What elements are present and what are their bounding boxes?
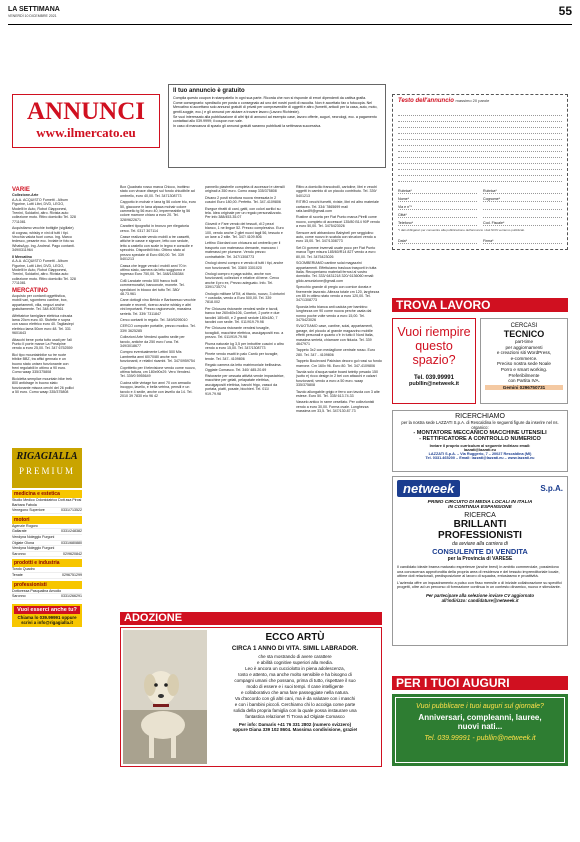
rigagialla-listing-phone: 0331/713522 — [61, 508, 82, 513]
rigagialla-listing — [12, 594, 82, 600]
coupon-field[interactable] — [483, 202, 562, 210]
dog-description-line: solida della propria famiglia con la quale possa instaurare una — [233, 708, 357, 713]
rigagialla-cta-1: Vuoi esserci anche tu? — [14, 606, 80, 614]
coupon-field[interactable]: Telefono* — [398, 218, 477, 226]
promo-phone: Tel. 039.99991 — [414, 375, 454, 381]
netweek-logo: netweek — [397, 480, 460, 497]
rigagialla-listing-phone: 0296751299 — [62, 572, 82, 577]
coupon-privacy: *I dati obbligatori per consentire alla pubblicazione dell'annuncio i dati NON verranno pubblicati. — [398, 228, 525, 232]
dog-description-line: Leo è ancora un cucciolotto in piena adolescenza, — [245, 666, 345, 671]
cercasi-line: Preciso nostra sede Noale — [497, 361, 551, 367]
info-line: Compila questo coupon in stampatello in ogni sua parte. Ricorda che non si risponde di errori dipendenti da cattiva grafia. — [173, 96, 367, 100]
dog-info-2: oppure Diana 339 102 8604. Massima condivisione, grazie! — [232, 727, 358, 732]
dog-illustration — [123, 630, 207, 764]
coupon-subtitle: massimo 20 parole — [455, 98, 490, 103]
cercasi-contact: Gemini 0296750731 — [485, 385, 563, 390]
ad-item: Per Chiusura ristorante vendesi sedie e tavoli, banco bar 260x60x106, Comfort, 2 porte e due tavolini 180x60, e 2 grandi sedute 180x180, 7 tavolini con sedie. Tel. 011/919.79.98 — [205, 306, 280, 324]
ad-item: A.A.A. ACQUISTO Fumetti - Album Figurine, Lotti Libri, DVD, LEGO, Modelli in Auto, Robot Giapponesi, Trenini, Soldatini, altro. Rivista auto collezione moto. Ritiro domicilio Tel. 328 7711081 — [12, 197, 76, 224]
ad-item: Tavola solo d'acqua wake board twintip pesado 150 (sotto e) ricco design in 2 bei con attacchi e calzari funzionanti, vendo a euro a 50 euro. waap 335/375808 — [296, 370, 378, 388]
rigagialla-listing-phone: 0331/266291 — [61, 594, 82, 599]
netweek-role: CONSULENTE DI VENDITA — [432, 547, 528, 556]
ad-item: Affettatrice famigliare elettrica robusta lama 20cm euro 40. Stufette e sopra con sacco elettrico euro 40. Tagliasiepi elettrico lama 50cm euro 48. Tel. 331 9601643 — [12, 313, 74, 336]
cercasi-line: Preferibilmente — [508, 372, 540, 378]
header-rule — [8, 24, 572, 25]
dog-description-line: e abilità cognitive superiori alla media. — [256, 660, 334, 665]
rigagialla-listing — [12, 498, 82, 508]
dog-headline: CIRCA 1 ANNO DI VITA. SIMIL LABRADOR. — [231, 645, 359, 652]
ad-item: Sponda letto bianca anti caduta per bambino lunghezza cm 90 come nuova perche usata dal nonno poche volte vendo a euro 15,00. Tel. 3475423026 — [296, 304, 372, 322]
rigagialla-listing-name: Studio Medico Odontoiatrico Dott.ssa Pirosi Barbara Fabola — [12, 498, 82, 507]
rigagialla-listing-name: Saronno — [12, 594, 26, 599]
cercasi-line: Porro e smart working. — [500, 366, 548, 372]
dog-info-1: Per info: Damaris +41 76 331 2802 (numero svizzero) — [238, 722, 352, 727]
column-1 — [12, 185, 76, 394]
coupon-fields — [398, 186, 562, 226]
ad-item: Collezioni Arte Vendesi quattro sedie per tavolo, antiche da 250 euro l'una. Tel. 349/3018677 — [120, 335, 185, 348]
ad-item: Acquistiamo vecchie bottiglie (sigillate) di cognac, whisky e vini di tutti i tipi. Vecchia valuta fuori corso. Ing. Marco tedesco, pesante ecc. Inviate le foto su WhatsApp. Ing. Andreal. Pago contanti. 349/0311964 — [12, 226, 75, 253]
dog-photo — [123, 630, 207, 764]
ad-item: Bici tipo mountainbike su tre ruote tribike BBZ, tra affici gennaio e un buono stato unisex funzionante con freni regolabili in ottimo a 90 euro. Como waap 335/375808 — [12, 352, 69, 375]
ad-item: Coprittetto per il televisione vendo come nuovo, ottima fattura, cm 180x90x29. Vero Vendesi. Tel. 339/0 5955649 — [120, 365, 196, 379]
ad-item: Vasselo antico in rame cesellato. Per collezionisti vendo a euro 30,00. Forma ovale. Lunghezza massima cm 33,5. Tel. 347/130.87.73 — [296, 400, 375, 414]
ad-item: Orologi compro e paga subito, anche non funzionanti, collezioni e relative di bene. Cerco anche il pro ex, Prezzo adeguato. Info. Tel. 339/1735774 — [205, 271, 280, 290]
netweek-intro-1: PRIMO CIRCUITO DI MEDIA LOCALI IN ITALIA — [427, 500, 533, 505]
dog-name: ECCO ARTÙ — [265, 632, 325, 643]
rigagialla-listing — [12, 508, 82, 514]
ad-item: Tavolo allungabile grigio e ferro con tavola con 3 alte estese. Euro 50. Tel. 335/ 613.74.33 — [296, 389, 380, 399]
rigagialla-sections — [12, 490, 82, 600]
auguri-inner — [395, 697, 565, 763]
cercasi-line: per aggiornamenti — [505, 344, 543, 350]
netweek-prov: per la Provincia di VARESE — [447, 556, 513, 562]
ad-item: pannello piastrelle completa di accessori e utensili originali a 350 euro. Como waap 335/375808 — [205, 185, 285, 194]
ad-item: Giovedì e Fare vendo dei tessuti, di 2 pezzi bianco, 1 ne lingue 52. Prezzo complessivo. Euro 100, vendo anche 2 gilet nuovi tagli 56, tessuto e un lane a 2 stile. Tel. 347/ 4109 806 — [205, 221, 284, 240]
netweek-header — [393, 477, 567, 500]
coupon-fields-right — [483, 186, 562, 226]
trova-lavoro-bar: TROVA LAVORO — [392, 298, 568, 312]
info-line: Se vuoi interessato alla pubblicazione di altri tipi di annunci ad esempio case, lavoro offerte, auguri, necrologi, ecc. a pagamento contattaci allo 039.9999; il coupon non vale. — [173, 114, 377, 124]
auguri-line-1: Vuoi pubblicare i tuoi auguri sul giornale? — [416, 703, 544, 710]
netweek-big-2: PROFESSIONISTI — [438, 530, 522, 541]
coupon-field[interactable]: Rubrica* — [483, 186, 562, 194]
ad-item: A.A.A. ACQUISTO Fumetti - Album Figurine, Lotti Libri, DVD, LEGO, Modelli in Auto, Robot Giapponesi, Trenini, Soldatini, altro. Rivista auto collezione moto. Ritiro domicilio Tel. 328 7711081 — [12, 259, 76, 286]
adozione-box — [120, 627, 382, 767]
netweek-cta-2[interactable]: all'indirizzo: candidature@netweek.it — [441, 597, 519, 603]
ad-item: Set Di gomme invernali usate poco per Fiat Punto marca Tiger misura 185/60/R14 82T vendo a euro 80,00. Tel. 3475423026 — [296, 245, 376, 259]
ricerchiamo-tel: Tel. 0331.465200 – Email: lazzati@lazzati.eu – www.lazzati.eu — [425, 456, 535, 460]
rigagialla-listing-name: Tenate — [12, 572, 23, 577]
coupon-sign-row — [398, 236, 562, 244]
coupon-title: Testo dell'annuncio — [398, 98, 454, 104]
column-4 — [296, 185, 382, 414]
rigagialla-listing — [12, 573, 82, 579]
coupon-date-field[interactable]: Data* — [398, 236, 477, 244]
auguri-bar: PER I TUOI AUGURI — [392, 676, 568, 690]
netweek-ricerca: RICERCA — [464, 512, 496, 519]
rigagialla-listing-name: Venegono Superiore — [12, 508, 45, 513]
ad-item: Bicicletta semplice mountain bike trek 800 antidrage in buono stato funzionante misura cerchi del 26 pollici a 50 euro. Como waap 335/375808 — [12, 376, 74, 395]
ad-item: Lettino Giordani con chiusura ad ombrello per il trasporto con materasso drenante, mancano i materassi per piumone. Vendo prezzo contrattabile. Tel. 347/1308773 — [205, 241, 281, 259]
ad-item: Cucina stile vintage fun anni 70 con armadio incoppo, lavello, e bella vetrina, pensili e un tavolo e 4 sedie, anche con lavello da 14. Tel. 2010 39 7830 e/o 96 42 — [120, 380, 193, 399]
ad-item: Acquisto per contanti oggettistica, mobili vari, sgombero cantine, box, appartamenti, villa, negozi anche gratuitamente. Tel. 348 4057561 — [12, 293, 68, 312]
coupon-field[interactable]: Nome* — [398, 194, 477, 202]
coupon-field[interactable]: Via e n°* — [398, 202, 477, 210]
auguri-line-3: nuovi nati... — [457, 722, 503, 731]
ad-item: Caratteri tipografici in bronzo per rilegatoria cerco. Tel. 0317 307114 — [120, 224, 189, 233]
annunci-box — [12, 94, 160, 148]
subsection-mercatino: Il Mercatino — [12, 254, 32, 259]
dog-description-line: tosto e attento, ma anche molto sensibile e ha bisogno di — [238, 672, 352, 677]
cercasi-line: con Partita IVA. — [508, 378, 540, 384]
rigagialla-logo-text: RIGAGIALLA — [16, 451, 78, 462]
newspaper-title: LA SETTIMANA — [8, 6, 60, 13]
ad-item: Esegue ritratti di cani, gatti, con colori acrilici su tela. Idea originale per un regalo personalizzato. Per info 388/453.35.07 — [205, 206, 282, 220]
netweek-cta-1: Per partecipare alla selezione inviare CV aggiornato — [425, 592, 535, 598]
ad-item: RITIRO vecchi fumetti, riviste, libri ed altro materiale cartaceo. Tel. 334/ 7865699 mail rafa.lan89@gmail.com — [296, 200, 379, 214]
ad-item: Cerco contanti in regalo. Tel. 349/5295010 — [120, 317, 188, 322]
ad-item: Regalo camera da letto matrimoniale bellissima. Oggiate Comasco. Tel. 340/ 485.20.69 — [205, 363, 282, 372]
cercasi-line: e creazioni siti WordPress, — [496, 350, 552, 356]
coupon-fields-left — [398, 186, 477, 226]
ad-item: Sensore anti abbandono Babybell per seggiolino auto, come nuovo in scatola con struzioni vendo a euro 15,00. Tel. 347/1308773 — [296, 230, 376, 244]
dog-description-line: fantastica relazione! Ti Trova ad Olgiate Comasco — [245, 714, 345, 719]
ad-item: Tappeto 3x2 con medaglione centrale rosso. Euro 280. Tel. 347 - 4109806 — [296, 348, 376, 357]
ad-item: Piuma naturale kg 3,5 per imbottire cuscini o altro vendo a euro 15,00. Tel. 347/1308773 — [205, 341, 284, 350]
section-varie: VARIE — [12, 187, 30, 193]
rigagialla-box — [12, 448, 82, 708]
cercasi-line: part-time — [514, 339, 534, 344]
rigagialla-listing-name: Tondo Quadro — [12, 567, 35, 572]
auguri-box[interactable] — [392, 694, 568, 766]
cercasi-lines — [481, 339, 567, 384]
auguri-line-4: Tel. 039.99991 - publlin@netweek.it — [424, 735, 536, 742]
rigagialla-logo — [12, 448, 82, 488]
ad-item: Cd6 Lanciate vendo 500 franco bolli commemorativi, banconote, monete. Tel. spedizioni in blocco dei tutto Tel. 380/ 48.73.961 — [120, 278, 185, 296]
netweek-body-2: L'azienda offre un inquadramento a pulso con fisso mensile o di iniziale collaborazione su specifici progetti, oltre ad un percorso di formazione continua in un contesto dinamico, nuovo e stimolante. — [397, 580, 562, 590]
coupon-header — [398, 98, 562, 104]
column-2 — [120, 185, 196, 398]
ad-item: Cappotto in mohair e lana tg 56 colore blu, euro 50, giaccone in lana alpaca mohair colore cammello tg 56 euro 40, impermeabile tg 56 colore marrone chiaro a euro 20. Tel. 328/9622671 — [120, 200, 196, 222]
ad-item: CERCO computer portatile, prezzo modico. Tel. 339/ 3625285 — [120, 324, 196, 333]
ad-item: SGOMBERIAMO cantine solai magazzini appartamenti. Effettuiamo trasloca trasporti in tutta Italia. Recuperiamo materiali ferrosi al vostro domicilio. Tel. 333/ 6431218 320/ 6136060 email: gildo.amunizione@gmail.com — [296, 261, 377, 283]
coupon-form — [392, 94, 568, 250]
ad-item: Pinete vendo esatti in palo Cantù per tovaglie, tende. Tel. 347- 4109806 — [205, 352, 279, 361]
ad-item: Rustine di scorta per Fiat Punto marca Pirelli come nuovo, completo di accessori 135/80 B14 90P vendo a euro 50,00. Tel. 3475423026 — [296, 215, 380, 229]
dog-description-line: modo di essere e i suoi tempi. Il cane intelligente — [246, 684, 344, 689]
coupon-field[interactable]: Città* — [398, 210, 477, 218]
netweek-mid: da avviare alla carriera di — [452, 541, 508, 547]
netweek-body — [393, 500, 567, 603]
coupon-field[interactable]: Rubrica* — [398, 186, 477, 194]
cercasi-line: e-commerce. — [510, 355, 538, 361]
cercasi-box — [480, 318, 568, 404]
subsection-collezione: Collezione-Arte — [12, 193, 39, 198]
dog-description-line: e collaborativo che ama fare passeggiate nella natura. — [240, 690, 350, 695]
ricerchiamo-address: LAZZATI S.p.A. – Via Ruggerio, 7 – 20027 Rescaldina (MI) — [428, 452, 532, 456]
info-line: Come consegnarlo: spediscilo per posta o consegnalo ad uno dei nostri punti di raccolta. Non è accettato fax o fotocopia. Nel Mercatino si accettano solo annunci gratuiti di privati per compravendite di oggetti e altro (fumetti, articoli per la casa, auto, moto, gentil-soggie, ecc.) e gli annunci per aiutare a trovare lavoro (Lavoro Richieste). — [173, 101, 378, 114]
rigagialla-cta[interactable] — [12, 604, 82, 627]
netweek-big-1: BRILLANTI — [453, 519, 507, 530]
adozione-bar: ADOZIONE — [120, 612, 382, 625]
netweek-intro-2: IN CONTINUA ESPANSIONE — [448, 505, 512, 510]
free-ad-info-box — [168, 84, 386, 168]
coupon-field[interactable] — [483, 210, 562, 218]
rigagialla-listing-name: Vendyna Noleggio Furgoni — [12, 534, 55, 539]
ricerchiamo-send: Inviare il proprio curriculum al seguente indirizzo email: — [429, 444, 531, 448]
rigagialla-cta-2: Chiama lo 039.99991 oppure — [17, 614, 77, 620]
ricerchiamo-intro: per la nostra sede LAZZATI S.p.A. di Rescaldina le seguenti figure da inserire nel ns. organico: — [401, 420, 559, 430]
ad-item: Cassa che legge vendo i mobili anni 70 in ottimo stato, camera da letto soggiorno e ingresso Euro 750,00. Tel. 348/1436384 — [120, 263, 187, 277]
annunci-title: ANNUNCI — [26, 98, 146, 125]
adozione-text — [213, 632, 377, 732]
promo-box[interactable] — [392, 318, 476, 404]
ad-item: Specchio grande di pregio con cornice dorata e finemente lavorato. Altezza totale cm 120, larghezza cm 85 in ottimo stato vendo a euro 120,00. Tel. 347/1308773 — [296, 285, 380, 303]
rigagialla-listing — [12, 552, 82, 558]
rigagialla-cta-3: scrivi a info@rigagialla.it — [21, 619, 73, 625]
ad-item: Ristorante per cessata attività vende impastatrice, macchine per gelati, pelapatate elettrica, ascuigapositi elettrica, banchi frigo, vassoi da portata, piatti, posate, bicchieri. Tel. 011/ 919.79.98 — [205, 374, 285, 396]
netweek-body-1: Il candidato ideale brama maturato esperienze (anche brevi) in ambito commerciale, possiedono una conoscenza approfondita della propria area di residenza e del tessuto imprenditoriale locale, ottime doti relazionali, predisposizione al lavoro di squadra, entusiasmo e proattività. — [397, 565, 560, 579]
ad-item: Cane dottogli vino Bérido e Barbaresco vecchie annate e recenti, ricerco anche whisky e altri vini importanti. Prezzo ragionevole, massima serietà. Tel. 339/ 7311847 — [120, 298, 196, 316]
info-line: In caso di mancanza di spazio gli annunci gratuiti saranno pubblicati la settimana successiva. — [173, 124, 322, 129]
netweek-spa: S.p.A. — [540, 484, 563, 493]
coupon-field[interactable]: Cognome* — [483, 194, 562, 202]
ad-item: Compro eventualmente Lettini 500 Mis Lambretta anni 60/70/80 anche non funzionanti, e relativi ricambi. Tel. 347/0959754 — [120, 350, 195, 364]
ricerchiamo-role: - RETTIFICATORE A CONTROLLO NUMERICO — [419, 436, 541, 442]
ad-item: SVUOTIAMO case, cantine, solai, appartamenti, garage, del piccolo al grande magazzino mobilie effetti personali e quanto c'è in tutto il Nord Italia, massima serietà, chiamare con fiducia. Tel. 339 4647971 — [296, 324, 374, 346]
ad-item: Tappeto Boulevard Pakistan decoro gul rossi su fondo marrone. Cm 160x 96. Euro 80. Tel. 347-4109806 — [296, 359, 382, 368]
auguri-line-2: Anniversari, compleanni, lauree, — [418, 713, 542, 722]
ad-item: Attacchi bene porta tutto usati per l'ali Punto II porte marce La Prealpine vendo a euro 25,00. Tel. 347 6752559 — [12, 337, 73, 351]
ad-item: Casse realizzate vendo mobili a tre cassetti, attiche le casse e signore, letto con sedute, letto a castello con scale in legno e consolle e specchio. Disponibili foto. Ottimo stato al prezzo speciale di Euro 650,00. Tel. 339 5401213 — [120, 235, 193, 262]
rigagialla-listing-name: Agenzie Rogoro — [12, 523, 38, 528]
rigagialla-listing-name: Saronno — [12, 551, 26, 556]
rigagialla-section-head: medicina e estetica — [12, 490, 82, 498]
column-3 — [205, 185, 285, 396]
cercasi-title: TECNICO — [503, 329, 545, 339]
rigagialla-listing-phone: 0331/680880 — [61, 540, 82, 545]
section-mercatino: MERCATINO — [12, 287, 48, 294]
rigagialla-section-head: motori — [12, 516, 82, 524]
rigagialla-listing-phone: 0331/248382 — [61, 529, 82, 534]
rigagialla-section-head: professionisti — [12, 581, 82, 589]
rigagialla-listing-phone: 02/9620842 — [63, 551, 82, 556]
netweek-box — [392, 476, 568, 646]
rigagialla-listing-name: Gallarate — [12, 529, 27, 534]
ad-item: Ritiro a domicilio francobolli, cartoline, libri e vecchi oggetti in cambio di un piccolo contributo. Tel. 339/ 5401213 — [296, 185, 378, 198]
rigagialla-listing-name: Dottoressa Pasqualina Amodio — [12, 588, 62, 593]
coupon-text-lines[interactable] — [398, 110, 562, 182]
dog-description-line: e con i bambini piccoli. Cerchiamo chi lo accolga come parte — [234, 702, 356, 707]
coupon-signature-field[interactable]: Firma* — [483, 236, 562, 244]
rigagialla-listing-name: Vendyna Noleggio Furgoni — [12, 546, 55, 551]
page-number: 55 — [558, 4, 572, 18]
info-heading: Il tuo annuncio è gratuito — [173, 88, 245, 94]
ricerchiamo-email[interactable]: lazzati@lazzati.eu — [464, 448, 496, 452]
promo-email: publlin@netweek.it — [409, 381, 459, 387]
ad-item: Box Quadrato rosso marca Chicco, inottimo stato con vivace disegni sul fondo chiudibile ad ombrello, euro 40,00. Tel. 3471308773 — [120, 185, 195, 198]
rigagialla-listing-name: Olgiate Olona — [12, 540, 34, 545]
annunci-url[interactable]: www.ilmercato.eu — [36, 125, 136, 140]
issue-date: VENERDÌ 10 DICEMBRE 2021 — [8, 14, 57, 18]
coupon-field[interactable]: Cod. Fiscale* — [483, 218, 562, 226]
ricerchiamo-box — [392, 410, 568, 472]
dog-description-line: Va d'accordo con gli altri cani, ma è da valutare con i maschi — [234, 696, 356, 701]
ad-item: Per Chiusura ristorante vendesi tovaglie, tovaglioli, macchine elettrica, ascuigapositi ecc. a prezzo. Tel. 011/919.79.98 — [205, 326, 284, 340]
ricerchiamo-role: - MONTATORE MECCANICO MACCHINE UTENSILI — [413, 430, 547, 436]
ad-item: Orologi cinesi compro e vendo di tutti i tipi, anche non funzionanti. Tel. 338/0 3301020 — [205, 261, 284, 270]
promo-text: Vuoi riempire questo spazio? — [397, 325, 471, 367]
cercasi-head: CERCASI — [510, 323, 538, 329]
ad-item: Orologio militare MTM, al titanio, nuovo, 3 cinturini + custodia, vendo a Euro 500,00. Tel. 339 7818.002 — [205, 291, 285, 305]
dog-description-line: che sta mostrando di avere carattere — [258, 654, 332, 659]
dog-description-line: compagni umani che possano, prima di tutto, rispettare il suo — [234, 678, 356, 683]
ad-item: Divano 2 posti struttura nuova rimessata in 2 cuscini Euro 180,00. Perfetto. Tel. 347-4109806 — [205, 195, 281, 205]
rigagialla-premium: PREMIUM — [18, 466, 75, 476]
rigagialla-section-head: prodotti e industria — [12, 559, 82, 567]
dog-description — [213, 654, 377, 720]
ricerchiamo-head: RICERCHIAMO — [455, 413, 505, 420]
